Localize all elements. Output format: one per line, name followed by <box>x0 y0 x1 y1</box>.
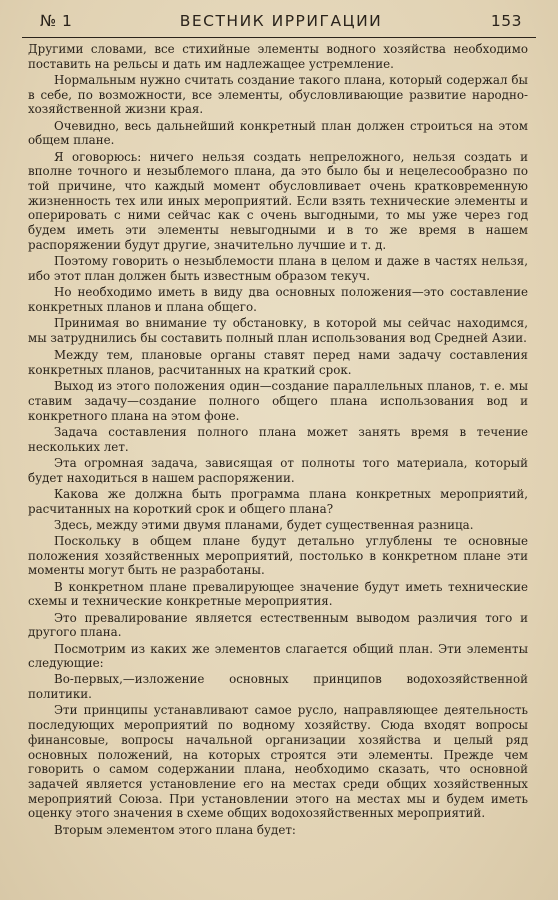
paragraph: Принимая во внимание ту обстановку, в которой мы сейчас находимся, мы затруднились бы составить полный план использования вод Средней Азии. <box>28 315 528 345</box>
paragraph: В конкретном плане превалирующее значение будут иметь технические схемы и технические конкретные мероприятия. <box>28 579 528 609</box>
paragraph: Это превалирование является естественным выводом различия того и другого плана. <box>28 610 528 640</box>
paragraph: Очевидно, весь дальнейший конкретный план должен строиться на этом общем плане. <box>28 118 528 148</box>
paragraph: Выход из этого положения один—создание параллельных планов, т. е. мы ставим задачу—создание полного общего плана использования вод и конкретного плана на этом фоне. <box>28 379 528 423</box>
header-rule <box>22 37 536 38</box>
journal-title: ВЕСТНИК ИРРИГАЦИИ <box>179 12 383 30</box>
paragraph: Я оговорюсь: ничего нельзя создать непреложного, нельзя создать и вполне точного и незыблемого плана, да это было бы и нецелесообразно по той причине, что каждый момент обусловливает очень кратковременную жизненность тех или иных мероприятий. Если взять технические элементы и оперировать с ними сейчас как с очень выгодными, то мы уже через год будем иметь эти элементы невыгодными и в то же время в нашем распоряжении будут другие, значительно лучшие и т. д. <box>28 149 528 252</box>
page-number: 153 <box>490 12 522 30</box>
running-header <box>16 12 542 34</box>
paragraph: Между тем, плановые органы ставят перед нами задачу составления конкретных планов, расчитанных на краткий срок. <box>28 348 528 378</box>
body-text <box>16 42 542 837</box>
paragraph: Вторым элементом этого плана будет: <box>54 822 296 837</box>
paragraph: Поскольку в общем плане будут детально углублены те основные положения хозяйственных мероприятий, постолько в конкретном плане эти моменты могут быть не разработаны. <box>28 534 528 578</box>
paragraph: Задача составления полного плана может занять время в течение нескольких лет. <box>28 424 528 454</box>
paragraph: Эти принципы устанавливают самое русло, направляющее деятельность последующих мероприятий по водному хозяйству. Сюда входят вопросы финансовые, вопросы начальной организации хозяйства и целый ряд основных положений, на которых строятся эти элементы. Прежде чем говорить о самом содержании плана, необходимо сказать, что основной задачей является установление его на местах среди общих хозяйственных мероприятий Союза. При установлении этого на местах мы и будем иметь оценку этого значения в схеме общих водохозяйственных мероприятий. <box>28 703 528 821</box>
paragraph: Какова же должна быть программа плана конкретных мероприятий, расчитанных на короткий срок и общего плана? <box>28 486 528 516</box>
paragraph: Другими словами, все стихийные элементы водного хозяйства необходимо поставить на рельсы и дать им надлежащее устремление. <box>28 42 528 71</box>
paragraph: Посмотрим из каких же элементов слагается общий план. Эти элементы следующие: <box>28 641 528 671</box>
paragraph: Здесь, между этими двумя планами, будет существенная разница. <box>54 517 474 532</box>
paragraph: Эта огромная задача, зависящая от полноты того материала, который будет находиться в нашем распоряжении. <box>28 455 528 485</box>
paragraph: Нормальным нужно считать создание такого плана, который содержал бы в себе, по возможности, все элементы, обусловливающие развитие народно-хозяйственной жизни края. <box>28 72 528 117</box>
paragraph: Во-первых,—изложение основных принципов водохозяйственной политики. <box>28 672 528 702</box>
paragraph: Но необходимо иметь в виду два основных положения—это составление конкретных планов и плана общего. <box>28 285 528 314</box>
issue-number: № 1 <box>40 12 73 30</box>
paragraph: Поэтому говорить о незыблемости плана в целом и даже в частях нельзя, ибо этот план должен быть известным образом текуч. <box>28 254 528 283</box>
